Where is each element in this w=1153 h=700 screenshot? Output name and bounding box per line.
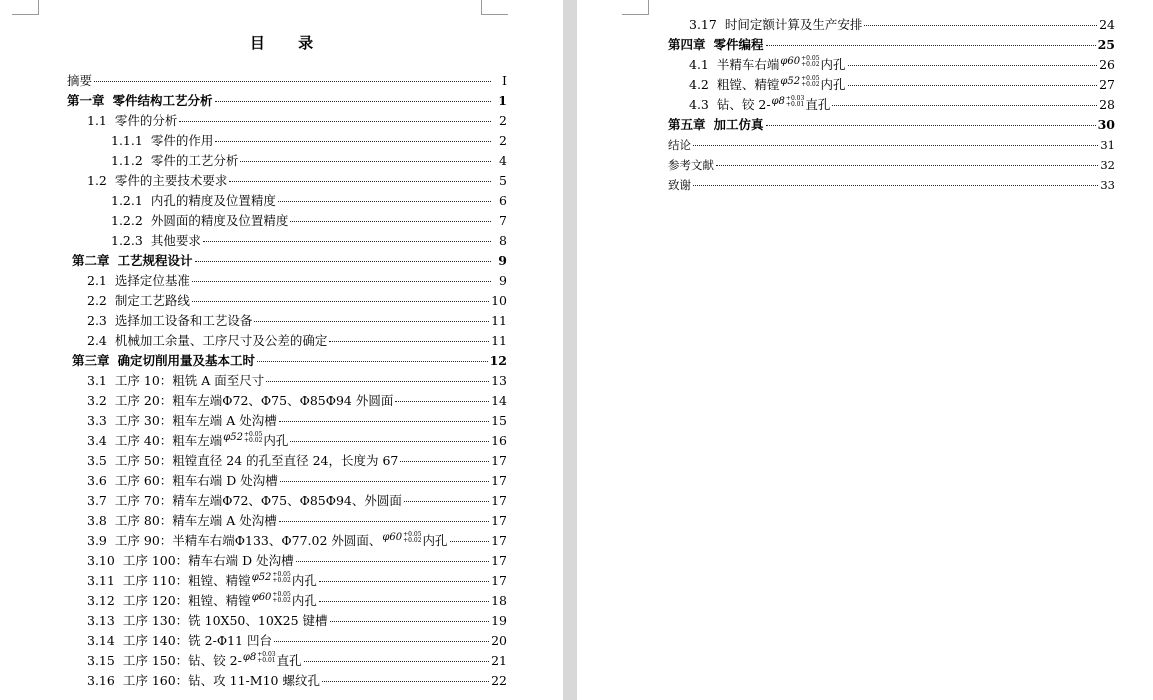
toc-number: 3.6 [87,473,107,488]
toc-text [151,191,276,211]
toc-text [115,411,277,431]
dot-leader [192,281,491,282]
toc-text [118,251,193,271]
toc-entry[interactable] [87,271,507,291]
toc-number: 3.3 [87,413,107,428]
toc-text [118,351,256,371]
toc-entry[interactable] [87,591,507,611]
toc-number: 2.3 [87,313,107,328]
dot-leader [319,601,489,602]
toc-text [115,431,289,452]
toc-text [113,91,213,111]
toc-text-main: 工序 120：粗镗、精镗 [122,593,251,608]
toc-page-number: 6 [499,193,507,208]
toc-text [115,311,253,331]
toc-page-number: 21 [491,653,507,668]
toc-text [123,651,302,672]
toc-entry[interactable] [111,211,507,231]
tolerance-symbol [780,75,819,92]
toc-text [115,531,448,552]
toc-text [115,451,399,471]
toc-entry[interactable] [87,391,507,411]
toc-entry[interactable] [668,115,1115,135]
tolerance-limits [786,96,804,108]
toc-text [115,471,278,491]
tolerance-limits [801,76,819,88]
toc-text-main: 粗镗、精镗 [716,77,780,92]
document-page-left [0,0,563,700]
tolerance-diameter: φ8 [771,95,785,107]
toc-number: 第一章 [67,93,105,108]
toc-page-number: 32 [1100,158,1115,172]
toc-entry[interactable] [87,411,507,431]
toc-entry[interactable] [87,431,507,451]
toc-text-main: 工序 90：半精车右端Φ133、Φ77.02 外圆面、 [114,533,382,548]
toc-text-suffix: 内孔 [263,433,289,448]
toc-page-number: 5 [499,173,507,188]
toc-entry[interactable] [72,251,507,271]
toc-entry[interactable] [87,291,507,311]
toc-entry[interactable] [689,95,1115,115]
toc-entry[interactable] [87,551,507,571]
tolerance-diameter: φ52 [780,75,801,87]
dot-leader [304,661,489,662]
tolerance-lower: +0.02 [801,60,820,68]
toc-text-main: 工序 30：粗车左端 A 处沟槽 [114,413,277,428]
toc-text-main: 工序 130：铣 10X50、10X25 键槽 [122,613,328,628]
toc-text-main: 工序 70：精车左端Φ72、Φ75、Φ85Φ94、外圆面 [114,493,402,508]
toc-text-main: 内孔的精度及位置精度 [150,193,276,208]
toc-page-number: 28 [1099,97,1115,112]
dot-leader [329,341,489,342]
toc-entry[interactable] [111,231,507,251]
toc-entry[interactable] [87,611,507,631]
toc-number: 3.7 [87,493,107,508]
toc-text [123,671,320,691]
dot-leader [766,45,1096,46]
toc-text [123,591,317,612]
document-page-right [577,0,1153,700]
toc-page-number: 17 [491,493,507,508]
toc-text-main: 确定切削用量及基本工时 [117,353,256,368]
toc-text [115,171,228,191]
tolerance-upper: +0.05 [801,75,820,82]
toc-page-number: 7 [499,213,507,228]
toc-page-number: 8 [499,233,507,248]
dot-leader [278,201,491,202]
toc-number: 3.1 [87,373,107,388]
toc-entry[interactable] [87,111,507,131]
toc-text-main: 致谢 [668,178,691,192]
dot-leader [322,681,489,682]
tolerance-limits [272,592,290,604]
toc-text [151,231,201,251]
toc-entry[interactable] [111,131,507,151]
dot-leader [240,161,491,162]
toc-text-suffix: 内孔 [422,533,448,548]
tolerance-symbol [772,95,805,112]
dot-leader [864,25,1097,26]
tolerance-diameter: φ60 [382,531,403,543]
toc-page-number: 17 [491,513,507,528]
toc-text [668,155,714,175]
dot-leader [404,501,489,502]
toc-entry[interactable] [87,471,507,491]
toc-page-number: 22 [491,673,507,688]
toc-page-number: 33 [1100,178,1115,192]
toc-entry[interactable] [111,151,507,171]
toc-entry[interactable] [67,91,507,111]
toc-text-main: 时间定额计算及生产安排 [724,17,863,32]
toc-entry[interactable] [668,175,1115,195]
toc-text-main: 工序 110：粗镗、精镗 [122,573,251,588]
toc-text-main: 零件的主要技术要求 [114,173,228,188]
toc-number: 4.3 [689,97,709,112]
toc-text-main: 工序 10：粗铣 A 面至尺寸 [114,373,265,388]
page-gutter [563,0,577,700]
toc-text-main: 半精车右端 [716,57,780,72]
tolerance-upper: +0.05 [272,571,291,578]
toc-text [151,211,289,231]
toc-page-number: 11 [491,333,507,348]
toc-page-number: 1 [498,93,507,108]
tolerance-symbol [223,431,262,448]
toc-number: 4.2 [689,77,709,92]
toc-entry[interactable] [87,331,507,351]
toc-entry[interactable] [668,135,1115,155]
toc-entry[interactable] [689,75,1115,95]
toc-text-main: 工序 60：粗车右端 D 处沟槽 [114,473,278,488]
toc-text-main: 结论 [668,138,691,152]
toc-entry[interactable] [87,371,507,391]
toc-text [115,271,190,291]
toc-text-suffix: 直孔 [276,653,302,668]
toc-text-main: 工序 150：钻、铰 2- [122,653,242,668]
toc-number: 3.4 [87,433,107,448]
dot-leader [319,581,489,582]
toc-text [123,571,317,592]
dot-leader [192,301,489,302]
toc-number: 3.8 [87,513,107,528]
toc-number: 1.1 [87,113,107,128]
toc-text [123,611,328,631]
toc-text [725,15,863,35]
toc-number: 3.5 [87,453,107,468]
dot-leader [450,541,490,542]
toc-page-number: 26 [1099,57,1115,72]
toc-text-main: 工序 160：钻、攻 11-M10 螺纹孔 [122,673,320,688]
toc-number: 3.11 [87,573,115,588]
dot-leader [693,145,1098,146]
toc-entry[interactable] [668,35,1115,55]
dot-leader [279,421,489,422]
toc-text-main: 外圆面的精度及位置精度 [150,213,289,228]
toc-page-number: 18 [491,593,507,608]
toc-number: 2.1 [87,273,107,288]
toc-text [714,115,764,135]
toc-entry[interactable] [87,511,507,531]
tolerance-lower: +0.02 [801,80,820,88]
toc-text-main: 参考文献 [668,158,714,172]
toc-page-number: 17 [491,573,507,588]
toc-text-main: 零件的工艺分析 [150,153,239,168]
toc-page-number: 11 [491,313,507,328]
toc-entry[interactable] [87,451,507,471]
toc-entry[interactable] [87,311,507,331]
toc-entry[interactable] [87,631,507,651]
toc-entry[interactable] [87,171,507,191]
tolerance-lower: +0.01 [257,656,276,664]
toc-text-main: 其他要求 [150,233,201,248]
toc-text-main: 工序 50：粗镗直径 24 的孔至直径 24，长度为 67 [114,453,399,468]
toc-entry[interactable] [87,491,507,511]
dot-leader [693,185,1098,186]
toc-entry[interactable] [87,571,507,591]
toc-entry[interactable] [67,71,507,91]
dot-leader [195,261,491,262]
toc-page-number: 2 [499,113,507,128]
toc-page-number: 12 [489,353,507,368]
toc-entry[interactable] [87,671,507,691]
toc-text [714,35,764,55]
toc-text [668,135,691,155]
toc-text-main: 零件的分析 [114,113,178,128]
toc-page-number: 16 [491,433,507,448]
toc-page-number: 25 [1097,37,1115,52]
dot-leader [400,461,489,462]
dot-leader [848,65,1098,66]
toc-number: 1.2.2 [111,213,143,228]
tolerance-upper: +0.03 [785,95,805,102]
tolerance-limits [244,432,262,444]
toc-number: 第二章 [72,253,110,268]
dot-leader [203,241,491,242]
dot-leader [716,165,1098,166]
toc-page-number: 9 [498,253,507,268]
toc-text-main: 选择定位基准 [114,273,190,288]
toc-entry[interactable] [72,351,507,371]
toc-entry[interactable] [689,55,1115,75]
toc-text-main: 工艺规程设计 [117,253,193,268]
toc-number: 3.15 [87,653,115,668]
toc-number: 3.12 [87,593,115,608]
dot-leader [832,105,1097,106]
dot-leader [280,481,489,482]
dot-leader [290,441,489,442]
toc-text-main: 工序 40：粗车左端 [114,433,223,448]
tolerance-lower: +0.02 [272,576,291,584]
dot-leader [395,401,489,402]
tolerance-lower: +0.02 [403,536,422,544]
dot-leader [274,641,489,642]
tolerance-symbol [243,651,276,668]
toc-text [123,551,294,571]
toc-page-number: 20 [491,633,507,648]
toc-page-number: 31 [1100,138,1115,152]
toc-number: 1.1.1 [111,133,143,148]
tolerance-limits [403,532,421,544]
toc-number: 3.10 [87,553,115,568]
toc-page-number: I [502,73,507,88]
toc-text [151,131,214,151]
toc-text [67,71,92,91]
toc-number: 3.16 [87,673,115,688]
toc-text [115,371,264,391]
toc-text-suffix: 内孔 [291,573,317,588]
toc-text [115,291,190,311]
corner-mark [622,0,649,15]
dot-leader [330,621,490,622]
toc-number: 3.17 [689,17,717,32]
toc-title: 目 录 [249,34,328,52]
toc-number: 第三章 [72,353,110,368]
tolerance-upper: +0.05 [801,55,820,62]
tolerance-symbol [252,571,291,588]
toc-text [123,631,272,651]
toc-text-main: 工序 80：精车左端 A 处沟槽 [114,513,277,528]
toc-number: 3.13 [87,613,115,628]
toc-page-number: 17 [491,473,507,488]
toc-page-number: 2 [499,133,507,148]
toc-text-main: 零件结构工艺分析 [112,93,213,108]
toc-number: 3.14 [87,633,115,648]
tolerance-lower: +0.01 [785,100,805,108]
toc-text-main: 工序 140：铣 2-Φ11 凹台 [122,633,272,648]
dot-leader [290,221,491,222]
toc-page-number: 19 [491,613,507,628]
toc-page-number: 17 [491,533,507,548]
tolerance-diameter: φ60 [251,591,272,603]
toc-text-main: 加工仿真 [713,117,764,132]
toc-text-main: 零件编程 [713,37,764,52]
toc-entry[interactable] [111,191,507,211]
corner-mark [12,0,39,15]
toc-number: 第五章 [668,117,706,132]
toc-number: 3.9 [87,533,107,548]
tolerance-lower: +0.02 [244,436,263,444]
toc-text-main: 选择加工设备和工艺设备 [114,313,253,328]
toc-text-main: 工序 20：粗车左端Φ72、Φ75、Φ85Φ94 外圆面 [114,393,394,408]
toc-text-main: 机械加工余量、工序尺寸及公差的确定 [114,333,328,348]
toc-page-number: 9 [499,273,507,288]
corner-mark [481,0,508,15]
toc-text [115,331,328,351]
toc-number: 4.1 [689,57,709,72]
toc-text-suffix: 内孔 [820,57,846,72]
tolerance-limits [272,572,290,584]
toc-number: 2.4 [87,333,107,348]
tolerance-upper: +0.03 [257,651,276,658]
tolerance-symbol [780,55,819,72]
toc-page-number: 24 [1099,17,1115,32]
dot-leader [257,361,488,362]
toc-number: 第四章 [668,37,706,52]
tolerance-symbol [252,591,291,608]
toc-text-suffix: 内孔 [291,593,317,608]
tolerance-lower: +0.02 [272,596,291,604]
dot-leader [266,381,489,382]
toc-entry[interactable] [668,155,1115,175]
toc-number: 1.2 [87,173,107,188]
toc-entry[interactable] [87,651,507,671]
dot-leader [766,125,1096,126]
toc-text-main: 工序 100：精车右端 D 处沟槽 [122,553,294,568]
toc-number: 3.2 [87,393,107,408]
toc-page-number: 17 [491,453,507,468]
toc-text-suffix: 内孔 [820,77,846,92]
toc-text-main: 制定工艺路线 [114,293,190,308]
tolerance-limits [801,56,819,68]
toc-text [717,95,830,116]
tolerance-diameter: φ52 [251,571,272,583]
dot-leader [94,81,491,82]
toc-page-number: 30 [1097,117,1115,132]
toc-text [115,511,277,531]
dot-leader [848,85,1098,86]
toc-page-number: 4 [499,153,507,168]
toc-page-number: 10 [491,293,507,308]
toc-text [115,491,402,511]
dot-leader [296,561,489,562]
tolerance-upper: +0.05 [403,531,422,538]
toc-text-main: 钻、铰 2- [716,97,771,112]
dot-leader [215,101,491,102]
toc-text [717,55,846,76]
toc-text [115,391,393,411]
toc-text [717,75,846,96]
toc-text [668,175,691,195]
toc-number: 1.2.1 [111,193,143,208]
toc-text [151,151,239,171]
tolerance-diameter: φ52 [223,431,244,443]
toc-entry[interactable] [689,15,1115,35]
toc-page-number: 27 [1099,77,1115,92]
dot-leader [215,141,491,142]
toc-number: 1.1.2 [111,153,143,168]
tolerance-diameter: φ60 [780,55,801,67]
dot-leader [279,521,489,522]
dot-leader [229,181,491,182]
toc-page-number: 15 [491,413,507,428]
toc-text-suffix: 直孔 [805,97,831,112]
toc-entry[interactable] [87,531,507,551]
tolerance-limits [257,652,275,664]
toc-text-main: 摘要 [67,73,93,88]
tolerance-symbol [382,531,421,548]
dot-leader [179,121,491,122]
toc-number: 1.2.3 [111,233,143,248]
tolerance-diameter: φ8 [242,651,257,663]
tolerance-upper: +0.05 [272,591,291,598]
toc-page-number: 17 [491,553,507,568]
toc-page-number: 14 [491,393,507,408]
toc-page-number: 13 [491,373,507,388]
dot-leader [254,321,489,322]
tolerance-upper: +0.05 [244,431,263,438]
toc-text [115,111,178,131]
toc-text-main: 零件的作用 [150,133,214,148]
toc-number: 2.2 [87,293,107,308]
